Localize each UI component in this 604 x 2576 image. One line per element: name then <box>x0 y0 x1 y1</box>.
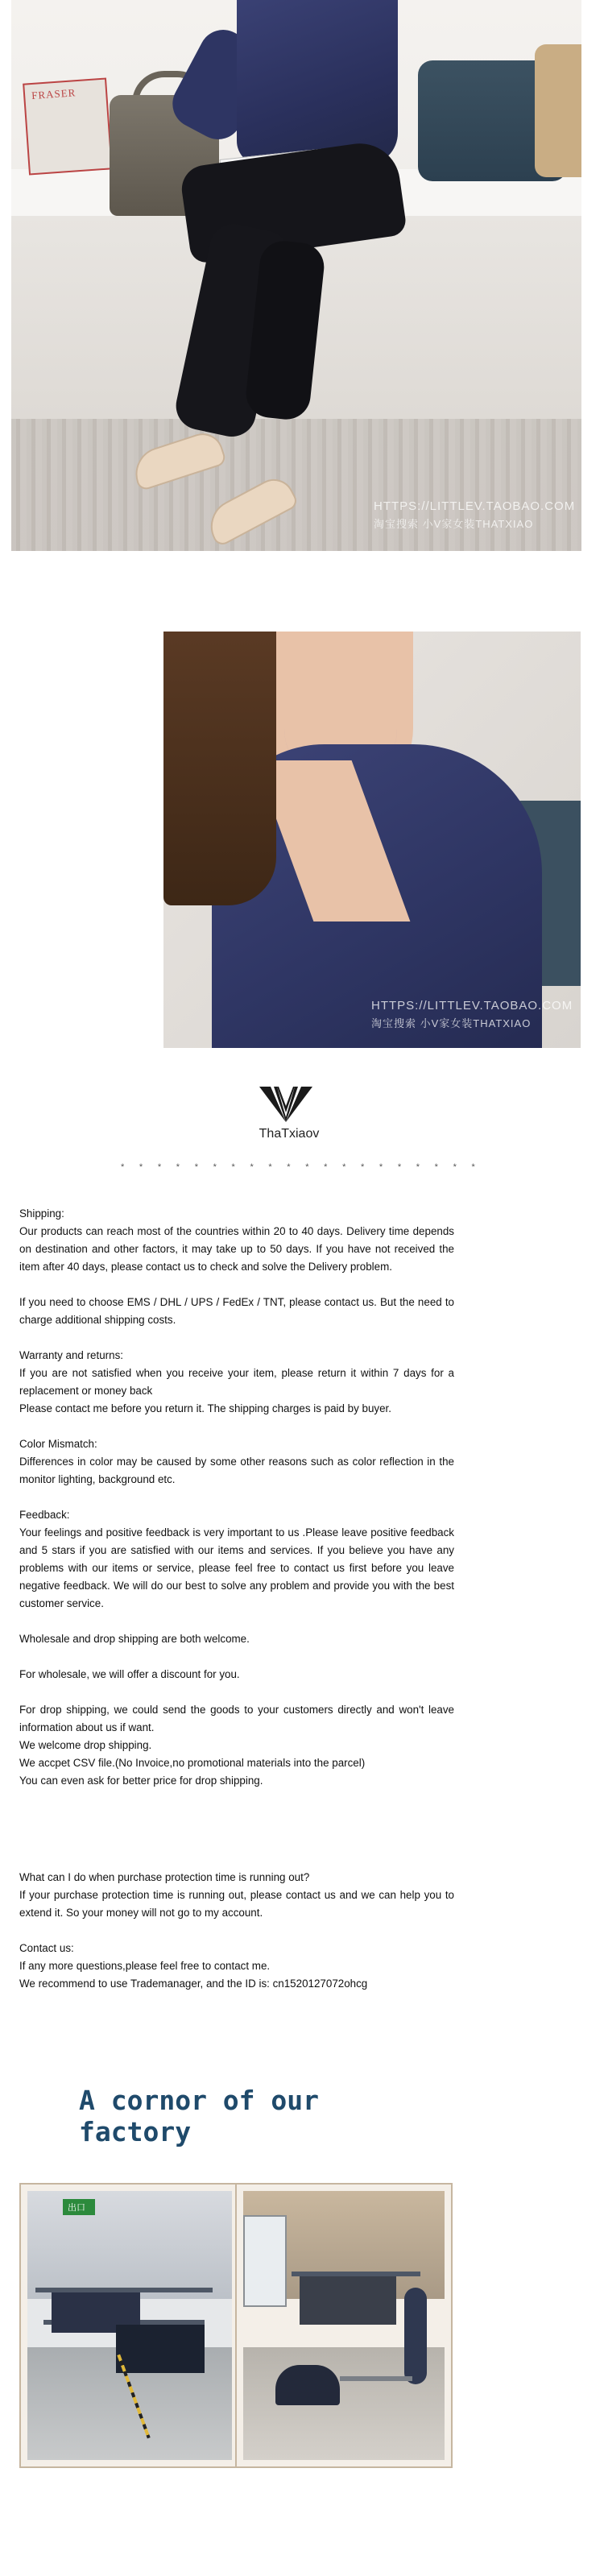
shipping-heading: Shipping: <box>19 1207 64 1220</box>
divider-star: * <box>360 1162 365 1172</box>
divider-star: * <box>397 1162 402 1172</box>
brand-logo-icon <box>256 1085 316 1124</box>
protection-question: What can I do when purchase protection time is running out? <box>19 1871 310 1883</box>
product-photo-closeup <box>163 632 581 1048</box>
dropship-welcome: We welcome drop shipping. <box>19 1739 152 1751</box>
dropship-text: For drop shipping, we could send the goods to your customers directly and won't leave information about us if want. <box>19 1704 454 1733</box>
divider-star: * <box>139 1162 143 1172</box>
protection-text: If your purchase protection time is running out, please contact us and we can help you to extend it. So your money will not go to my account. <box>19 1889 454 1919</box>
contact-heading: Contact us: <box>19 1942 74 1954</box>
exit-sign <box>63 2199 95 2215</box>
divider-star: * <box>250 1162 254 1172</box>
store-policy <box>19 1205 454 1993</box>
warranty-heading: Warranty and returns: <box>19 1349 123 1361</box>
exit-sign-text: 出口 <box>68 2202 85 2213</box>
warranty-text: If you are not satisfied when you receive your item, please return it within 7 days for a replacement or money back <box>19 1367 454 1397</box>
contact-trademanager: We recommend to use Trademanager, and the ID is: cn1520127072ohcg <box>19 1978 368 1990</box>
divider-star: * <box>231 1162 235 1172</box>
divider-star: * <box>324 1162 328 1172</box>
divider-star: * <box>416 1162 420 1172</box>
feedback-heading: Feedback: <box>19 1509 70 1521</box>
star-divider <box>121 1163 475 1172</box>
factory-photo-racks <box>19 2183 240 2468</box>
watermark-search: 淘宝搜索 小V家女装THATXIAO <box>371 1017 532 1029</box>
divider-star: * <box>213 1162 217 1172</box>
divider-star: * <box>434 1162 438 1172</box>
divider-star: * <box>471 1162 475 1172</box>
factory-title: A cornor of our factory <box>79 2085 320 2147</box>
wholesale-discount: For wholesale, we will offer a discount for you. <box>19 1668 240 1680</box>
product-photo-full-length <box>11 0 581 551</box>
watermark-url: HTTPS://LITTLEV.TAOBAO.COM <box>371 999 573 1013</box>
factory-photo-workshop <box>235 2183 453 2468</box>
watermark-search: 淘宝搜索 小V家女装THATXIAO <box>374 518 534 530</box>
shipping-text: Our products can reach most of the countries within 20 to 40 days. Delivery time depends on destination and other factors, it may take up to 50 days. If you have not received the item after 40 days, please contact us to check and solve the Delivery problem. <box>19 1225 454 1273</box>
blouse <box>237 0 398 165</box>
book-label: FRASER <box>31 86 77 102</box>
divider-star: * <box>176 1162 180 1172</box>
divider-star: * <box>287 1162 291 1172</box>
divider-star: * <box>453 1162 457 1172</box>
photo-floor <box>11 419 581 551</box>
watermark-url: HTTPS://LITTLEV.TAOBAO.COM <box>374 499 576 513</box>
csv-text: We accpet CSV file.(No Invoice,no promotional materials into the parcel) <box>19 1757 366 1769</box>
cushion-side <box>535 44 581 177</box>
divider-star: * <box>305 1162 309 1172</box>
brand-name: ThaTxiaov <box>259 1127 320 1141</box>
divider-star: * <box>121 1162 125 1172</box>
warranty-text: Please contact me before you return it. The shipping charges is paid by buyer. <box>19 1402 391 1414</box>
color-heading: Color Mismatch: <box>19 1438 97 1450</box>
contact-text: If any more questions,please feel free to contact me. <box>19 1960 271 1972</box>
divider-star: * <box>157 1162 162 1172</box>
divider-star: * <box>268 1162 272 1172</box>
feedback-text: Your feelings and positive feedback is very important to us .Please leave positive feedback and 5 stars if you are satisfied with our items and services. If you believe you have any problems with our items or service, please feel free to contact us first before you leave negative feedback. We will do our best to solve any problem and provide you with the best customer service. <box>19 1526 454 1609</box>
hair <box>163 632 276 905</box>
divider-star: * <box>379 1162 383 1172</box>
wholesale-line: Wholesale and drop shipping are both welcome. <box>19 1633 250 1645</box>
magazine-rack <box>23 78 113 176</box>
express-text: If you need to choose EMS / DHL / UPS / FedEx / TNT, please contact us. But the need to charge additional shipping costs. <box>19 1296 454 1326</box>
color-text: Differences in color may be caused by some other reasons such as color reflection in the monitor lighting, background etc. <box>19 1456 454 1485</box>
divider-star: * <box>342 1162 346 1172</box>
better-price: You can even ask for better price for drop shipping. <box>19 1775 263 1787</box>
divider-star: * <box>194 1162 198 1172</box>
